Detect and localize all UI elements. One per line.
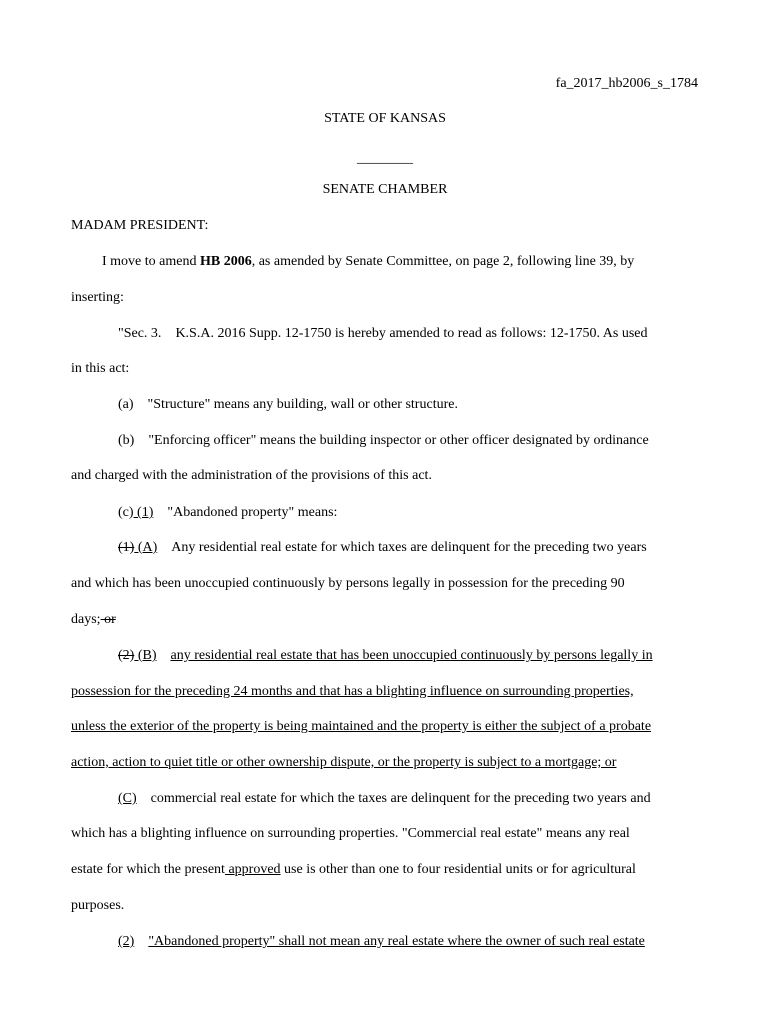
subsection-c: (c) (1) "Abandoned property" means: (118, 505, 338, 520)
section-line-1 (118, 325, 648, 343)
file-identifier: fa_2017_hb2006_s_1784 (555, 76, 698, 91)
deleted-text: (1) (118, 540, 135, 555)
clause-b-line-4: action, action to quiet title or other ownership dispute, or the property is subject to a mortgage; or (71, 755, 617, 770)
salutation: MADAM PRESIDENT: (71, 218, 209, 233)
clause-b-line-1 (118, 647, 653, 665)
clause-a-line-1: (1) (A) Any residential real estate for which taxes are delinquent for the preceding two years (118, 540, 647, 555)
inserted-text: (2) (118, 934, 135, 949)
clause-b-line-3: unless the exterior of the property is being maintained and the property is either the subject of a probate (71, 719, 652, 734)
clause-c-line-3: estate for which the present approved use is other than one to four residential units or for agricultural (71, 862, 636, 877)
bill-number: HB 2006 (199, 254, 252, 269)
section-line-2: in this act: (71, 361, 130, 376)
clause-b-line-2: possession for the preceding 24 months and that has a blighting influence on surrounding properties, (71, 684, 634, 699)
deleted-text: or (100, 612, 116, 627)
inserted-text: (C) (118, 791, 137, 806)
subsection-c-label: (c) (118, 505, 134, 520)
clause-a-line-2: and which has been unoccupied continuously by persons legally in possession for the preceding 90 (71, 576, 625, 591)
clause-c-line-4: purposes. (71, 898, 125, 913)
subsection-a (118, 396, 458, 414)
subsection-b-line-2: and charged with the administration of the provisions of this act. (71, 468, 432, 483)
clause-a-line-3: days; or (71, 612, 116, 627)
subsection-b-line-1: (b) "Enforcing officer" means the building inspector or other officer designated by ordinance (118, 433, 649, 448)
clause-c-line-1: (C) commercial real estate for which the taxes are delinquent for the preceding two years and (118, 791, 651, 806)
inserted-text: approved (224, 862, 281, 877)
separator-rule: ________ (357, 151, 413, 166)
inserted-text: (A) (134, 540, 158, 555)
subsection-a-label: (a) (118, 397, 134, 412)
inserted-text: (B) (134, 648, 157, 663)
state-heading: STATE OF KANSAS (324, 111, 446, 126)
paragraph-2 (118, 933, 645, 951)
intro-line-2: inserting: (71, 290, 124, 305)
section-number: "Sec. 3. (118, 326, 162, 341)
subsection-b-label: (b) (118, 433, 135, 448)
intro-line-1: I move to amend HB 2006, as amended by Senate Committee, on page 2, following line 39, by (102, 254, 635, 269)
subsection-a-text: "Structure" means any building, wall or other structure. (147, 397, 458, 412)
inserted-text: any residential real estate that has been unoccupied continuously by persons legally in (170, 648, 653, 663)
inserted-text: "Abandoned property" shall not mean any real estate where the owner of such real estate (148, 934, 645, 949)
section-text: K.S.A. 2016 Supp. 12-1750 is hereby amended to read as follows: 12-1750. As used (175, 326, 648, 341)
chamber-heading: SENATE CHAMBER (322, 182, 448, 197)
deleted-text: (2) (118, 648, 135, 663)
clause-c-line-2: which has a blighting influence on surrounding properties. "Commercial real estate" means any real (71, 826, 630, 841)
inserted-text: (1) (133, 505, 154, 520)
